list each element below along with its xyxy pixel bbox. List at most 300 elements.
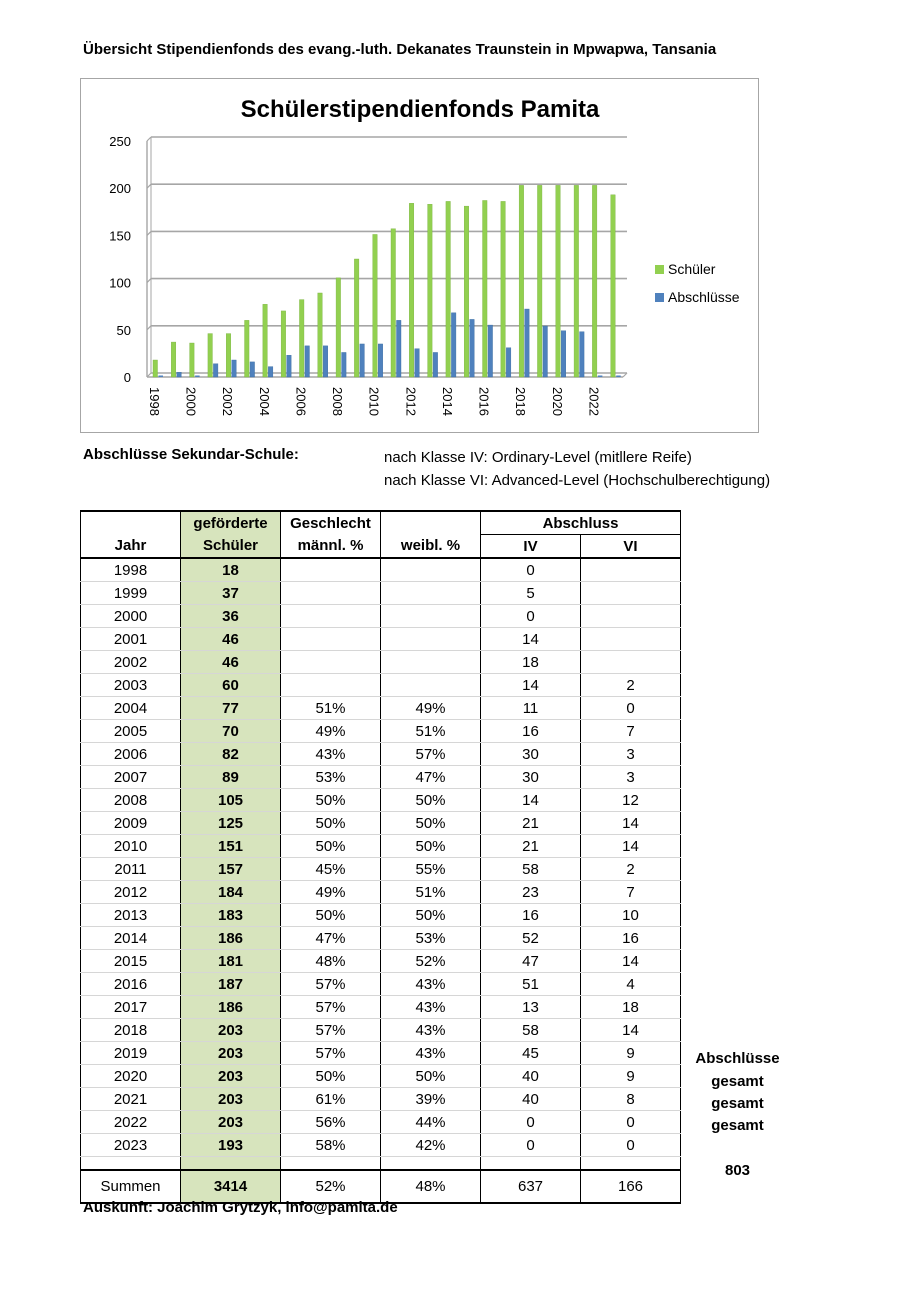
- y-tick-label: 250: [109, 134, 131, 149]
- cell-weibl: 51%: [381, 881, 481, 904]
- cell-weibl: 50%: [381, 904, 481, 927]
- cell-maennl: [281, 628, 381, 651]
- cell-schueler: 37: [181, 582, 281, 605]
- bar-schueler: [391, 229, 396, 377]
- bar-schueler: [446, 201, 451, 377]
- cell-vi: 3: [581, 766, 681, 789]
- y-tick-label: 0: [123, 370, 131, 385]
- table-row: [81, 996, 681, 1019]
- cell-vi: 4: [581, 973, 681, 996]
- cell-iv: 14: [481, 674, 581, 697]
- info-label: Abschlüsse Sekundar-Schule:: [83, 446, 299, 463]
- cell-vi: 14: [581, 1019, 681, 1042]
- header-geschlecht: Geschlecht: [281, 511, 381, 535]
- cell-weibl: 53%: [381, 927, 481, 950]
- cell-weibl: 49%: [381, 697, 481, 720]
- cell-weibl: 39%: [381, 1088, 481, 1111]
- cell-jahr: 2003: [81, 674, 181, 697]
- cell-schueler: 187: [181, 973, 281, 996]
- table-row: [81, 1088, 681, 1111]
- cell-maennl: 50%: [281, 812, 381, 835]
- bar-abschluesse: [488, 325, 493, 377]
- x-tick-label: 2014: [439, 387, 455, 416]
- cell-maennl: 56%: [281, 1111, 381, 1134]
- cell-jahr: 2001: [81, 628, 181, 651]
- bar-abschluesse: [378, 344, 383, 377]
- sum-maennl: 52%: [281, 1170, 381, 1203]
- cell-weibl: [381, 628, 481, 651]
- cell-jahr: 2004: [81, 697, 181, 720]
- cell-weibl: 50%: [381, 1065, 481, 1088]
- cell-schueler: 89: [181, 766, 281, 789]
- footer-contact: Auskunft: Joachim Grytzyk, info@pamita.de: [83, 1199, 398, 1216]
- bar-abschluesse: [268, 367, 273, 377]
- bar-schueler: [226, 334, 231, 377]
- cell-vi: 9: [581, 1042, 681, 1065]
- bar-schueler: [611, 195, 616, 377]
- table-spacer-row: [81, 1157, 681, 1171]
- legend-label-abschluesse: Abschlüsse: [668, 289, 740, 305]
- cell-jahr: 2019: [81, 1042, 181, 1065]
- bar-abschluesse: [360, 344, 365, 377]
- cell-weibl: 43%: [381, 1042, 481, 1065]
- spacer-cell: [381, 1157, 481, 1171]
- side-label-gesamt-1: gesamt: [711, 1073, 764, 1090]
- cell-iv: 0: [481, 1134, 581, 1157]
- cell-jahr: 2002: [81, 651, 181, 674]
- cell-weibl: 42%: [381, 1134, 481, 1157]
- cell-weibl: 43%: [381, 996, 481, 1019]
- bar-schueler: [556, 185, 561, 377]
- header-vi: VI: [581, 535, 681, 559]
- table-row: [81, 1019, 681, 1042]
- cell-jahr: 2013: [81, 904, 181, 927]
- bar-schueler: [281, 311, 286, 377]
- cell-vi: 3: [581, 743, 681, 766]
- cell-maennl: 51%: [281, 697, 381, 720]
- x-tick-label: 2000: [183, 387, 199, 416]
- table-row: [81, 881, 681, 904]
- legend-item-abschluesse: [655, 283, 740, 311]
- table-row: [81, 950, 681, 973]
- cell-maennl: [281, 674, 381, 697]
- cell-iv: 18: [481, 651, 581, 674]
- header-jahr-top: [81, 511, 181, 535]
- cell-vi: [581, 651, 681, 674]
- cell-jahr: 2017: [81, 996, 181, 1019]
- cell-weibl: 43%: [381, 973, 481, 996]
- cell-vi: [581, 558, 681, 582]
- cell-schueler: 184: [181, 881, 281, 904]
- sum-label: Summen: [81, 1170, 181, 1203]
- cell-weibl: [381, 558, 481, 582]
- bar-abschluesse: [177, 372, 182, 377]
- cell-jahr: 2020: [81, 1065, 181, 1088]
- cell-maennl: 61%: [281, 1088, 381, 1111]
- chart-legend: [655, 255, 740, 311]
- cell-vi: 10: [581, 904, 681, 927]
- table-row: [81, 904, 681, 927]
- table-row: [81, 674, 681, 697]
- cell-weibl: 57%: [381, 743, 481, 766]
- table-row: [81, 743, 681, 766]
- cell-vi: 18: [581, 996, 681, 1019]
- sum-iv: 637: [481, 1170, 581, 1203]
- info-line-iv: nach Klasse IV: Ordinary-Level (mitllere Reife): [384, 449, 692, 466]
- x-tick-label: 2012: [403, 387, 419, 416]
- chart-title: Schülerstipendienfonds Pamita: [240, 96, 600, 123]
- cell-jahr: 2016: [81, 973, 181, 996]
- cell-schueler: 46: [181, 651, 281, 674]
- cell-iv: 30: [481, 743, 581, 766]
- table-header-row-1: [81, 511, 681, 535]
- y-tick-label: 200: [109, 181, 131, 197]
- table-row: [81, 973, 681, 996]
- x-tick-label: 2008: [330, 387, 346, 416]
- cell-maennl: 53%: [281, 766, 381, 789]
- header-jahr: Jahr: [81, 535, 181, 559]
- table-row: [81, 720, 681, 743]
- bar-schueler: [171, 342, 176, 377]
- bar-schueler: [336, 278, 341, 377]
- cell-schueler: 183: [181, 904, 281, 927]
- cell-jahr: 2008: [81, 789, 181, 812]
- y-tick-label: 100: [109, 275, 131, 291]
- cell-iv: 13: [481, 996, 581, 1019]
- legend-label-schueler: Schüler: [668, 261, 716, 277]
- table-row: [81, 927, 681, 950]
- cell-schueler: 36: [181, 605, 281, 628]
- cell-maennl: 50%: [281, 835, 381, 858]
- cell-maennl: 50%: [281, 789, 381, 812]
- x-tick-label: 1998: [147, 387, 162, 416]
- cell-schueler: 193: [181, 1134, 281, 1157]
- x-tick-label: 2006: [293, 387, 309, 416]
- cell-iv: 40: [481, 1088, 581, 1111]
- cell-iv: 14: [481, 628, 581, 651]
- cell-vi: 9: [581, 1065, 681, 1088]
- bar-schueler: [428, 204, 433, 377]
- bar-schueler: [373, 234, 378, 377]
- cell-weibl: [381, 582, 481, 605]
- x-tick-label: 2018: [513, 387, 529, 416]
- cell-jahr: 2023: [81, 1134, 181, 1157]
- header-schueler-top: geförderte: [181, 511, 281, 535]
- cell-jahr: 2018: [81, 1019, 181, 1042]
- table-row: [81, 651, 681, 674]
- cell-vi: 0: [581, 697, 681, 720]
- cell-schueler: 203: [181, 1042, 281, 1065]
- bar-schueler: [245, 320, 250, 377]
- bar-abschluesse: [250, 362, 255, 377]
- cell-jahr: 2007: [81, 766, 181, 789]
- side-label-gesamt-2: gesamt: [711, 1095, 764, 1112]
- bar-abschluesse: [342, 352, 347, 377]
- table-row: [81, 1042, 681, 1065]
- table-row: [81, 697, 681, 720]
- y-tick-label: 150: [109, 228, 131, 244]
- cell-vi: 14: [581, 950, 681, 973]
- cell-schueler: 203: [181, 1019, 281, 1042]
- cell-maennl: 50%: [281, 1065, 381, 1088]
- x-tick-label: 2022: [586, 387, 602, 416]
- table-row: [81, 605, 681, 628]
- cell-vi: [581, 582, 681, 605]
- cell-schueler: 77: [181, 697, 281, 720]
- spacer-cell: [581, 1157, 681, 1171]
- cell-weibl: 43%: [381, 1019, 481, 1042]
- bar-abschluesse: [598, 376, 603, 378]
- bar-schueler: [537, 185, 542, 377]
- cell-schueler: 151: [181, 835, 281, 858]
- bar-abschluesse: [561, 331, 566, 377]
- cell-vi: 7: [581, 881, 681, 904]
- cell-schueler: 203: [181, 1088, 281, 1111]
- cell-vi: 0: [581, 1111, 681, 1134]
- bar-abschluesse: [543, 326, 548, 377]
- cell-iv: 58: [481, 1019, 581, 1042]
- y-tick-label: 50: [116, 322, 131, 338]
- bar-schueler: [519, 185, 524, 377]
- cell-vi: 16: [581, 927, 681, 950]
- table-body: [81, 558, 681, 1203]
- bar-schueler: [208, 334, 213, 377]
- bar-abschluesse: [616, 376, 621, 378]
- cell-iv: 21: [481, 835, 581, 858]
- bar-abschluesse: [195, 376, 200, 378]
- spacer-cell: [481, 1157, 581, 1171]
- bar-schueler: [354, 259, 359, 377]
- sum-schueler: 3414: [181, 1170, 281, 1203]
- cell-weibl: 50%: [381, 789, 481, 812]
- data-table: [80, 510, 681, 1204]
- chart-panel: [80, 78, 759, 433]
- table-row: [81, 628, 681, 651]
- cell-maennl: [281, 558, 381, 582]
- cell-jahr: 2021: [81, 1088, 181, 1111]
- x-tick-label: 2004: [256, 387, 272, 416]
- x-tick-label: 2002: [220, 387, 236, 416]
- cell-iv: 52: [481, 927, 581, 950]
- cell-weibl: 51%: [381, 720, 481, 743]
- bar-abschluesse: [305, 346, 310, 377]
- cell-jahr: 1999: [81, 582, 181, 605]
- bar-schueler: [263, 304, 268, 377]
- bar-schueler: [501, 201, 506, 377]
- x-tick-label: 2016: [476, 387, 492, 416]
- bar-abschluesse: [433, 352, 438, 377]
- cell-maennl: 58%: [281, 1134, 381, 1157]
- cell-vi: 14: [581, 835, 681, 858]
- cell-jahr: 2010: [81, 835, 181, 858]
- cell-jahr: 2014: [81, 927, 181, 950]
- table-row: [81, 1111, 681, 1134]
- bar-schueler: [574, 185, 579, 377]
- bar-schueler: [153, 360, 158, 377]
- cell-schueler: 203: [181, 1065, 281, 1088]
- cell-schueler: 181: [181, 950, 281, 973]
- cell-schueler: 105: [181, 789, 281, 812]
- spacer-cell: [281, 1157, 381, 1171]
- cell-iv: 5: [481, 582, 581, 605]
- header-maennl: männl. %: [281, 535, 381, 559]
- table-row: [81, 1065, 681, 1088]
- sum-vi: 166: [581, 1170, 681, 1203]
- table-row: [81, 582, 681, 605]
- cell-weibl: 50%: [381, 812, 481, 835]
- gridline-edge: [147, 137, 151, 141]
- cell-iv: 47: [481, 950, 581, 973]
- cell-iv: 16: [481, 904, 581, 927]
- cell-iv: 30: [481, 766, 581, 789]
- table-row: [81, 835, 681, 858]
- header-schueler: Schüler: [181, 535, 281, 559]
- cell-maennl: 57%: [281, 996, 381, 1019]
- cell-vi: 7: [581, 720, 681, 743]
- bar-schueler: [318, 293, 323, 377]
- bar-abschluesse: [451, 313, 456, 377]
- cell-schueler: 186: [181, 927, 281, 950]
- cell-jahr: 2006: [81, 743, 181, 766]
- cell-vi: 0: [581, 1134, 681, 1157]
- cell-maennl: 47%: [281, 927, 381, 950]
- spacer-cell: [81, 1157, 181, 1171]
- cell-weibl: [381, 605, 481, 628]
- table-row: [81, 558, 681, 582]
- cell-iv: 0: [481, 558, 581, 582]
- cell-maennl: 45%: [281, 858, 381, 881]
- cell-schueler: 70: [181, 720, 281, 743]
- cell-schueler: 60: [181, 674, 281, 697]
- cell-maennl: [281, 582, 381, 605]
- cell-schueler: 125: [181, 812, 281, 835]
- cell-iv: 0: [481, 605, 581, 628]
- table-row: [81, 1134, 681, 1157]
- cell-jahr: 2012: [81, 881, 181, 904]
- cell-iv: 23: [481, 881, 581, 904]
- cell-weibl: [381, 651, 481, 674]
- bar-schueler: [592, 185, 597, 377]
- header-iv: IV: [481, 535, 581, 559]
- cell-vi: [581, 628, 681, 651]
- cell-weibl: [381, 674, 481, 697]
- cell-jahr: 2000: [81, 605, 181, 628]
- cell-weibl: 50%: [381, 835, 481, 858]
- bar-schueler: [190, 343, 195, 377]
- cell-schueler: 157: [181, 858, 281, 881]
- page-heading: Übersicht Stipendienfonds des evang.-luth. Dekanates Traunstein in Mpwapwa, Tansania: [83, 41, 717, 58]
- cell-iv: 16: [481, 720, 581, 743]
- cell-jahr: 2022: [81, 1111, 181, 1134]
- table-header-row-2: [81, 535, 681, 559]
- cell-maennl: 50%: [281, 904, 381, 927]
- cell-jahr: 2011: [81, 858, 181, 881]
- side-total: 803: [724, 1162, 751, 1179]
- bar-abschluesse: [525, 309, 530, 377]
- info-description: [384, 446, 770, 492]
- cell-vi: 12: [581, 789, 681, 812]
- legend-swatch-abschluesse: [655, 293, 664, 302]
- cell-iv: 14: [481, 789, 581, 812]
- cell-schueler: 186: [181, 996, 281, 1019]
- sum-weibl: 48%: [381, 1170, 481, 1203]
- spacer-cell: [181, 1157, 281, 1171]
- cell-vi: [581, 605, 681, 628]
- cell-vi: 8: [581, 1088, 681, 1111]
- cell-iv: 45: [481, 1042, 581, 1065]
- header-weibl: weibl. %: [381, 535, 481, 559]
- cell-maennl: [281, 605, 381, 628]
- cell-maennl: 49%: [281, 881, 381, 904]
- cell-schueler: 203: [181, 1111, 281, 1134]
- cell-maennl: 57%: [281, 1042, 381, 1065]
- cell-jahr: 2009: [81, 812, 181, 835]
- bar-schueler: [483, 200, 488, 377]
- cell-jahr: 2005: [81, 720, 181, 743]
- cell-maennl: 57%: [281, 1019, 381, 1042]
- cell-jahr: 2015: [81, 950, 181, 973]
- cell-vi: 2: [581, 674, 681, 697]
- cell-schueler: 82: [181, 743, 281, 766]
- bar-abschluesse: [470, 319, 475, 377]
- cell-maennl: 49%: [281, 720, 381, 743]
- cell-maennl: [281, 651, 381, 674]
- table-row: [81, 789, 681, 812]
- cell-schueler: 46: [181, 628, 281, 651]
- x-tick-label: 2020: [549, 387, 565, 416]
- bar-abschluesse: [397, 320, 402, 377]
- cell-weibl: 52%: [381, 950, 481, 973]
- x-tick-label: 2010: [366, 387, 382, 416]
- info-line-vi: nach Klasse VI: Advanced-Level (Hochschulberechtigung): [384, 472, 771, 489]
- table-row: [81, 858, 681, 881]
- bar-abschluesse: [159, 376, 164, 378]
- cell-iv: 40: [481, 1065, 581, 1088]
- side-label-abschluesse: Abschlüsse: [695, 1050, 780, 1067]
- bar-abschluesse: [415, 349, 420, 377]
- cell-maennl: 48%: [281, 950, 381, 973]
- bar-schueler: [464, 206, 469, 377]
- bar-abschluesse: [213, 364, 218, 377]
- cell-maennl: 43%: [281, 743, 381, 766]
- table-row: [81, 812, 681, 835]
- cell-iv: 58: [481, 858, 581, 881]
- bar-abschluesse: [232, 360, 237, 377]
- cell-iv: 0: [481, 1111, 581, 1134]
- cell-vi: 2: [581, 858, 681, 881]
- bar-abschluesse: [287, 355, 292, 377]
- bar-schueler: [409, 203, 414, 377]
- cell-iv: 21: [481, 812, 581, 835]
- cell-weibl: 44%: [381, 1111, 481, 1134]
- legend-swatch-schueler: [655, 265, 664, 274]
- header-weibl-top: [381, 511, 481, 535]
- bar-abschluesse: [323, 346, 328, 377]
- table-row: [81, 766, 681, 789]
- bar-abschluesse: [506, 348, 511, 377]
- cell-schueler: 18: [181, 558, 281, 582]
- cell-iv: 51: [481, 973, 581, 996]
- legend-item-schueler: [655, 255, 740, 283]
- bar-abschluesse: [580, 332, 585, 377]
- cell-jahr: 1998: [81, 558, 181, 582]
- cell-weibl: 55%: [381, 858, 481, 881]
- cell-iv: 11: [481, 697, 581, 720]
- side-label-gesamt-3: gesamt: [711, 1117, 764, 1134]
- cell-maennl: 57%: [281, 973, 381, 996]
- bar-schueler: [299, 300, 304, 377]
- cell-weibl: 47%: [381, 766, 481, 789]
